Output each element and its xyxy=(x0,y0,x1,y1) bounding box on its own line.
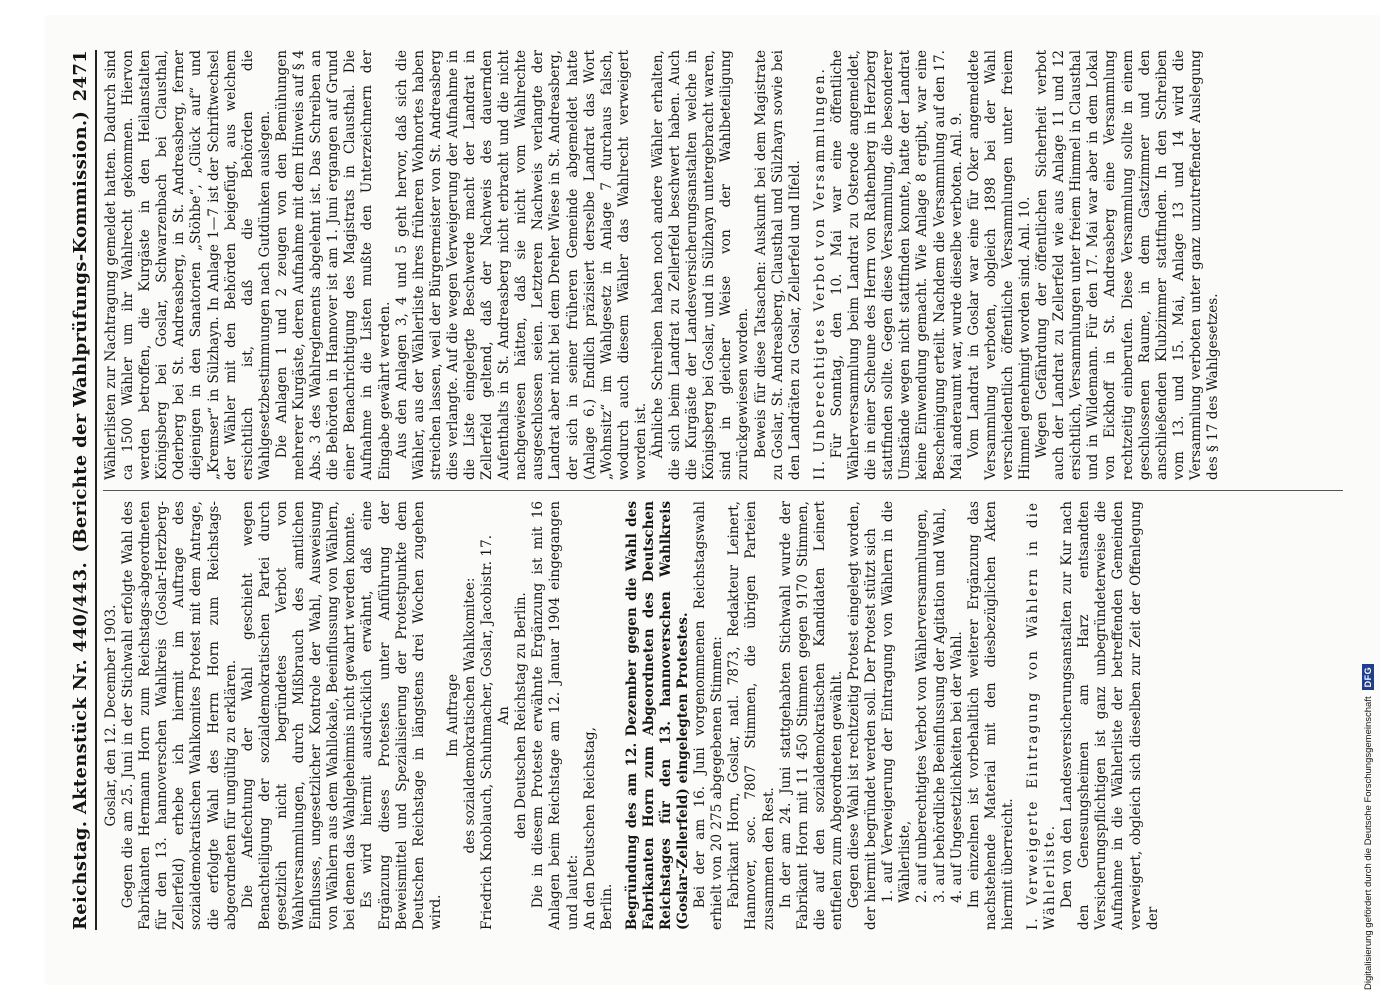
paragraph: Gegen diese Wahl ist rechtzeitig Protest eingelegt worden, der hiermit begründet werden soll. Der Protest stützt sich xyxy=(846,501,880,930)
paragraph: Die Anfechtung der Wahl geschieht wegen Benachteiligung der sozialdemokratischen Partei durch gesetzlich nicht begründetes Verbot von Wahlversammlungen, durch Mißbrauch des amtlichen Einflusses, ungesetzlicher Kontrole der Wahl, Ausweisung von Wählern aus dem Wahllokale, Beeinflussung von Wählern, bei denen das Wahlgeheimnis nicht gewahrt werden konnte. xyxy=(239,501,359,930)
paragraph: Fabrikant Horn, Goslar, natl. 7873, Redakteur Leinert, Hannover, soc. 7807 Stimmen, die übrigen Parteien zusammen den Rest. xyxy=(726,501,777,930)
page-content xyxy=(60,30,1370,950)
dfg-logo: DFG xyxy=(1362,664,1374,691)
right-column xyxy=(103,50,1343,490)
paragraph: Im Auftrage xyxy=(444,674,461,757)
paragraph: Wegen Gefährdung der öffentlichen Sicherheit verbot auch der Landrat zu Zellerfeld wie aus Anlage 11 und 12 ersichtlich, Versammlungen unter freiem Himmel in Clausthal und in Wildemann. Für den 17. Mai war aber in dem Lokal von Eickhoff in St. Andreasberg eine Versammlung rechtzeitig einberufen. Diese Versammlung sollte in einem geschlossenen Raume, in dem Gastzimmer und den anschließenden Klubzimmer stattfinden. In den Schreiben vom 13. und 15. Mai, Anlage 13 und 14 wird die Versammlung verboten unter ganz unzutreffender Auslegung des § 17 des Wahlgesetzes. xyxy=(1034,50,1221,480)
paragraph: An den Deutschen Reichstag, xyxy=(581,727,598,930)
text-columns xyxy=(103,50,1343,930)
paragraph: Berlin. xyxy=(598,883,615,930)
section-heading: I. Verweigerte Eintragung von Wählern in die Wählerliste. xyxy=(1024,501,1059,930)
page-number: 2471 xyxy=(70,50,91,102)
paragraph: Vom Landrat in Goslar war eine für Oker angemeldete Versammlung verboten, obgleich 1898 bei der Wahl verschiedentlich öffentliche Versammlungen unter freiem Himmel genehmigt worden sind. Anl. 10. xyxy=(965,50,1033,480)
paragraph: Goslar, den 12. December 1903. xyxy=(103,604,119,827)
paragraph: Wählerlisten zur Nachtragung gemeldet hatten. Dadurch sind ca 1500 Wähler um ihr Wahlrecht gekommen. Hiervon werden betroffen, die Kurgäste in den Heilanstalten Königsberg bei Goslar, Schwarzenbach bei Clausthal, Oderberg bei St. Andreasberg, in St. Andreasberg, ferner diejenigen in den Sanatorien „Stöhbe“, „Glück auf“ und „Kremser“ in Sülzhayn. In Anlage 1—7 ist der Schriftwechsel der Wähler mit den Behörden beigefügt, aus welchem ersichtlich ist, daß die Behörden die Wahlgesetzbestimmungen nach Gutdünken auslegen. xyxy=(103,50,273,480)
paragraph: In der am 24. Juni stattgehabten Stichwahl wurde der Fabrikant Horn mit 11 450 Stimmen gegen 9170 Stimmen, die auf den sozialdemokratischen Kandidaten Leinert entfielen zum Abgeordneten gewählt. xyxy=(777,501,845,930)
header-left: Reichstag. Aktenstück Nr. 440/443. xyxy=(70,561,91,930)
paragraph: Friedrich Knoblauch, Schuhmacher, Goslar, Jacobistr. 17. xyxy=(479,534,496,930)
paragraph: Ähnliche Schreiben haben noch andere Wähler erhalten, die sich beim Landrat zu Zellerfeld beschwert haben. Auch die Kurgäste der Landesversicherungsanstalten welche in Königsberg bei Goslar, und in Sülzhayn untergebracht waren, sind in gleicher Weise von der Wahlbeteiligung zurückgewiesen worden. xyxy=(650,50,752,480)
paragraph: Es wird hiermit ausdrücklich erwähnt, daß eine Ergänzung dieses Protestes unter Anführung der Beweismittel und Spezialisierung der Protestpunkte dem Deutschen Reichstage in längstens drei Wochen zugehen wird. xyxy=(359,501,444,930)
paragraph: An xyxy=(496,706,513,725)
bold-heading: Begründung des am 12. Dezember gegen die Wahl des Fabrikanten Horn zum Abgeordneten des Deutschen Reichstages für den 13. hannoverschen Wahlkreis (Goslar-Zellerfeld) eingelegten Protestes. xyxy=(623,501,692,930)
paragraph: 3. auf behördliche Beeinflussung der Agitation und Wahl, xyxy=(931,507,948,903)
credit-text: Digitalisierung gefördert durch die Deutsche Forschungsgemeinschaft xyxy=(1362,696,1374,990)
paragraph: Die in diesem Proteste erwähnte Ergänzung ist mit 16 Anlagen beim Reichstage am 12. Januar 1904 eingegangen und lautet: xyxy=(530,501,581,930)
paragraph: Gegen die am 25. Juni in der Stichwahl erfolgte Wahl des Fabrikanten Hermann Horn zum Reichstags-abgeordneten für den 13. hannoverschen Wahlkreis (Goslar-Herzberg-Zellerfeld) erhebe ich hiermit im Auftrage des sozialdemokratischen Wahlkomites Protest mit dem Antrage, die erfolgte Wahl des Herrn Horn zum Reichstags-abgeordneten für ungültig zu erklären. xyxy=(120,501,239,930)
side-credit xyxy=(1362,10,1378,990)
paragraph: 4. auf Ungesetzlichkeiten bei der Wahl. xyxy=(948,631,965,903)
paragraph: Aus den Anlagen 3, 4 und 5 geht hervor, daß sich die Wähler, aus der Wählerliste ihres früheren Wohnortes haben streichen lassen, weil der Bürgermeister von St. Andreasberg dies verlangte. Auf die wegen Verweigerung der Aufnahme in die Liste eingelegte Beschwerde macht der Landrat in Zellerfeld geltend, daß der Nachweis des dauernden Aufenthalts in St. Andreasberg nicht erbracht und die nicht nachgewiesen hätten, daß sie nicht vom Wahlrechte ausgeschlossen seien. Letzteren Nachweis verlangte der Landrat aber nicht bei dem Dreher Wiese in St. Andreasberg, der sich in seiner früheren Gemeinde abgemeldet hatte (Anlage 6.) Endlich präzisiert derselbe Landrat das Wort „Wohnsitz“ im Wahlgesetz in Anlage 7 durchaus falsch, wodurch auch diesem Wähler das Wahlrecht verweigert worden ist. xyxy=(393,50,649,480)
paragraph: des sozialdemokratischen Wahlkomitee: xyxy=(461,577,478,854)
paragraph: Die Anlagen 1 und 2 zeugen von den Bemühungen mehrerer Kurgäste, deren Aufnahme mit dem Hinweis auf § 4 Abs. 3 des Wahlreglements abgelehnt ist. Das Schreiben an die Behörden in Hannover ist am 1. Juni ergangen auf Grund einer Benachrichtigung des Magistrats in Clausthal. Die Aufnahme in die Listen mußte den Unterzeichnern der Eingabe gewährt werden. xyxy=(273,50,393,480)
running-head xyxy=(70,50,97,930)
paragraph: 2. auf unberechtigtes Verbot von Wählerversammlungen, xyxy=(914,508,931,903)
section-heading: II. Unberechtigtes Verbot von Versammlungen. xyxy=(811,67,828,480)
paragraph: Den von den Landesversicherungsanstalten zur Kur nach den Genesungsheimen am Harz entsandten Versicherungspflichtigen ist ganz unbegründeterweise die Aufnahme in die Wählerliste der betreffenden Gemeinden verweigert, obgleich sich dieselben zur Zeit der Offenlegung der xyxy=(1059,501,1161,930)
paragraph: Beweis für diese Tatsachen: Auskunft bei dem Magistrate zu Goslar, St. Andreasberg, Clausthal und Sülzhayn sowie bei den Landräten zu Goslar, Zellerfeld und Ilfeld. xyxy=(752,50,803,480)
paragraph: Bei der am 16. Juni vorgenommenen Reichstagswahl erhielt von 20 275 abgegebenen Stimmen: xyxy=(692,501,726,930)
paragraph: 1. auf Verweigerung der Eintragung von Wählern in die Wählerliste, xyxy=(880,501,914,903)
left-column xyxy=(103,490,1343,930)
paragraph: Im einzelnen ist vorbehaltlich weiterer Ergänzung das nachstehende Material mit den diesbezüglichen Akten hiermit überreicht. xyxy=(965,501,1016,930)
paragraph: Für Sonntag, den 10. Mai war eine öffentliche Wählerversammlung beim Landrat zu Osterode angemeldet, die in einer Scheune des Herrn von Rathenberg in Herzberg stattfinden sollte. Gegen diese Versammlung, die besonderer Umstände wegen nicht stattfinden konnte, hatte der Landrat keine Einwendung gemacht. Wie Anlage 8 ergibt, war eine Bescheinigung erteilt. Nachdem die Versammlung auf den 17. Mai anderaumt war, wurde dieselbe verboten. Anl. 9. xyxy=(828,50,965,480)
header-center: (Berichte der Wahlprüfungs-Kommission.) xyxy=(70,110,91,553)
scanned-page xyxy=(45,15,1380,985)
paragraph: den Deutschen Reichstag zu Berlin. xyxy=(513,592,530,839)
